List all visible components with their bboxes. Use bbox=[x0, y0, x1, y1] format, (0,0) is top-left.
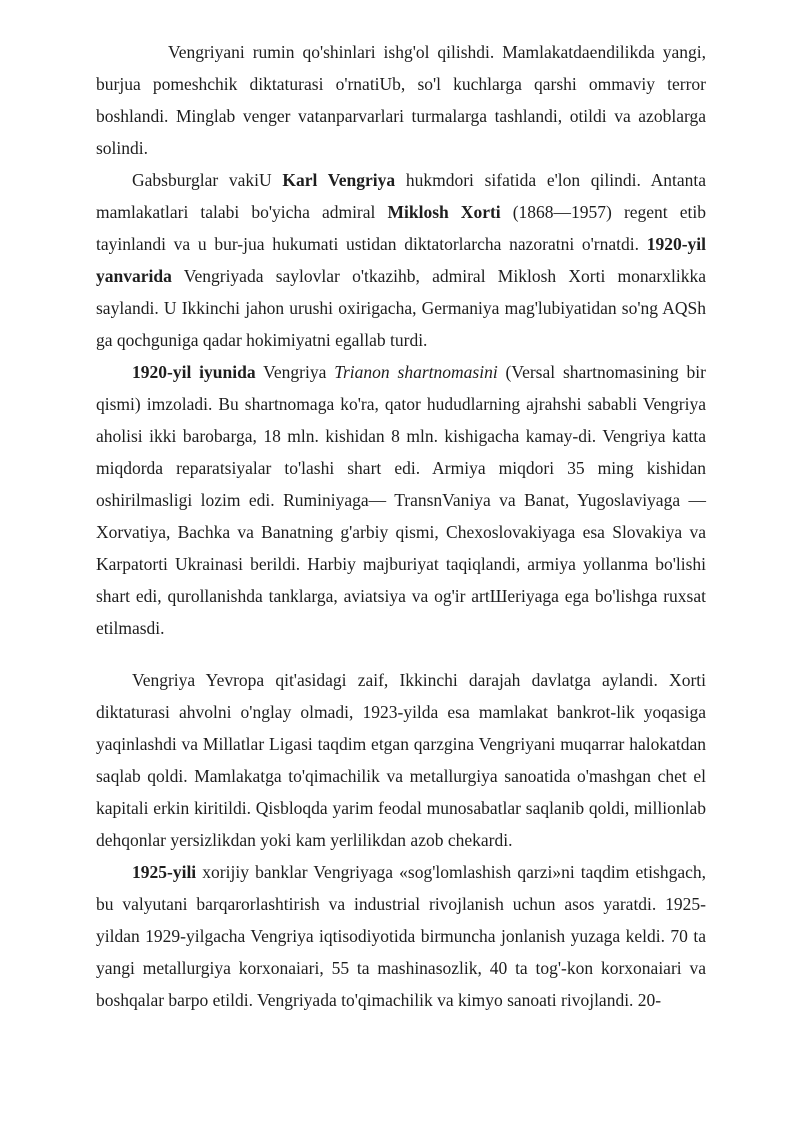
paragraph bbox=[96, 36, 706, 164]
bold-text: Karl Vengriya bbox=[282, 170, 396, 190]
paragraph bbox=[96, 164, 706, 356]
paragraph bbox=[96, 356, 706, 644]
text-run: (Versal shartnomasining bir qismi) imzoladi. Bu shartnomaga ko'ra, qator hududlarning ajrahshi sababli Vengriya aholisi ikki barobarga, 18 mln. kishidan 8 mln. kishigacha kamay-di. Vengriya katta miqdorda reparatsiyalar to'lashi shart edi. Armiya miqdori 35 ming kishidan oshirilmasligi lozim edi. Ruminiyaga— TransnVaniya va Banat, Yugoslaviyaga — Xorvatiya, Bachka va Banatning g'arbiy qismi, Chexoslovakiyaga esa Slovakiya va Karpatorti Ukrainasi berildi. Harbiy majburiyat taqiqlandi, armiya yollanma bo'lishi shart edi, qurollanishda tanklarga, aviatsiya va og'ir artШeriyaga ega bo'lishga ruxsat etilmasdi. bbox=[96, 362, 706, 638]
bold-text: 1920-yil iyunida bbox=[132, 362, 256, 382]
italic-text: Trianon shartnomasini bbox=[334, 362, 498, 382]
paragraph bbox=[96, 664, 706, 856]
text-run: (1868—1957) regent etib tayinlandi va u bur-jua hukumati ustidan diktatorlarcha nazoratni o'rnatdi. bbox=[96, 202, 706, 254]
text-run: Vengriyada saylovlar o'tkazihb, admiral Miklosh Xorti monarxlikka saylandi. U Ikkinchi jahon urushi oxirigacha, Germaniya mag'lubiyatidan so'ng AQSh ga qochguniga qadar hokimiyatni egallab turdi. bbox=[96, 266, 706, 350]
bold-text: 1920-yil yanvarida bbox=[96, 234, 706, 286]
text-run: hukmdori sifatida e'lon qilindi. Antanta mamlakatlari talabi bo'yicha admiral bbox=[96, 170, 706, 222]
bold-text: 1925-yili bbox=[132, 862, 197, 882]
bold-text: Miklosh Xorti bbox=[387, 202, 501, 222]
text-run: Vengriyani rumin qo'shinlari ishg'ol qilishdi. Mamlakatdaendilikda yangi, burjua pomeshchik diktaturasi o'rnatiUb, so'l kuchlarga qarshi ommaviy terror boshlandi. Minglab venger vatanparvarlari turmalarga tashlandi, otildi va azoblarga solindi. bbox=[96, 42, 706, 158]
paragraph bbox=[96, 856, 706, 1016]
document-page bbox=[96, 36, 706, 1016]
text-run: Gabsburglar vakiU bbox=[132, 170, 283, 190]
text-run: Vengriya Yevropa qit'asidagi zaif, Ikkinchi darajah davlatga aylandi. Xorti diktaturasi ahvolni o'nglay olmadi, 1923-yilda esa mamlakat bankrot-lik yoqasiga yaqinlashdi va Millatlar Ligasi taqdim etgan qarzgina Vengriyani muqarrar halokatdan saqlab qoldi. Mamlakatga to'qimachilik va metallurgiya sanoatida o'mashgan chet el kapitali erkin kiritildi. Qisbloqda yarim feodal munosabatlar saqlanib qoldi, millionlab dehqonlar yersizlikdan yoki kam yerlilikdan azob chekardi. bbox=[96, 670, 706, 850]
text-run: xorijiy banklar Vengriyaga «sog'lomlashish qarzi»ni taqdim etishgach, bu valyutani barqarorlashtirish va industrial rivojlanish uchun asos yaratdi. 1925-yildan 1929-yilgacha Vengriya iqtisodiyotida birmuncha jonlanish yuzaga keldi. 70 ta yangi metallurgiya korxonaiari, 55 ta mashinasozlik, 40 ta tog'-kon korxonaiari va boshqalar barpo etildi. Vengriyada to'qimachilik va kimyo sanoati rivojlandi. 20- bbox=[96, 862, 706, 1010]
text-run: Vengriya bbox=[255, 362, 335, 382]
